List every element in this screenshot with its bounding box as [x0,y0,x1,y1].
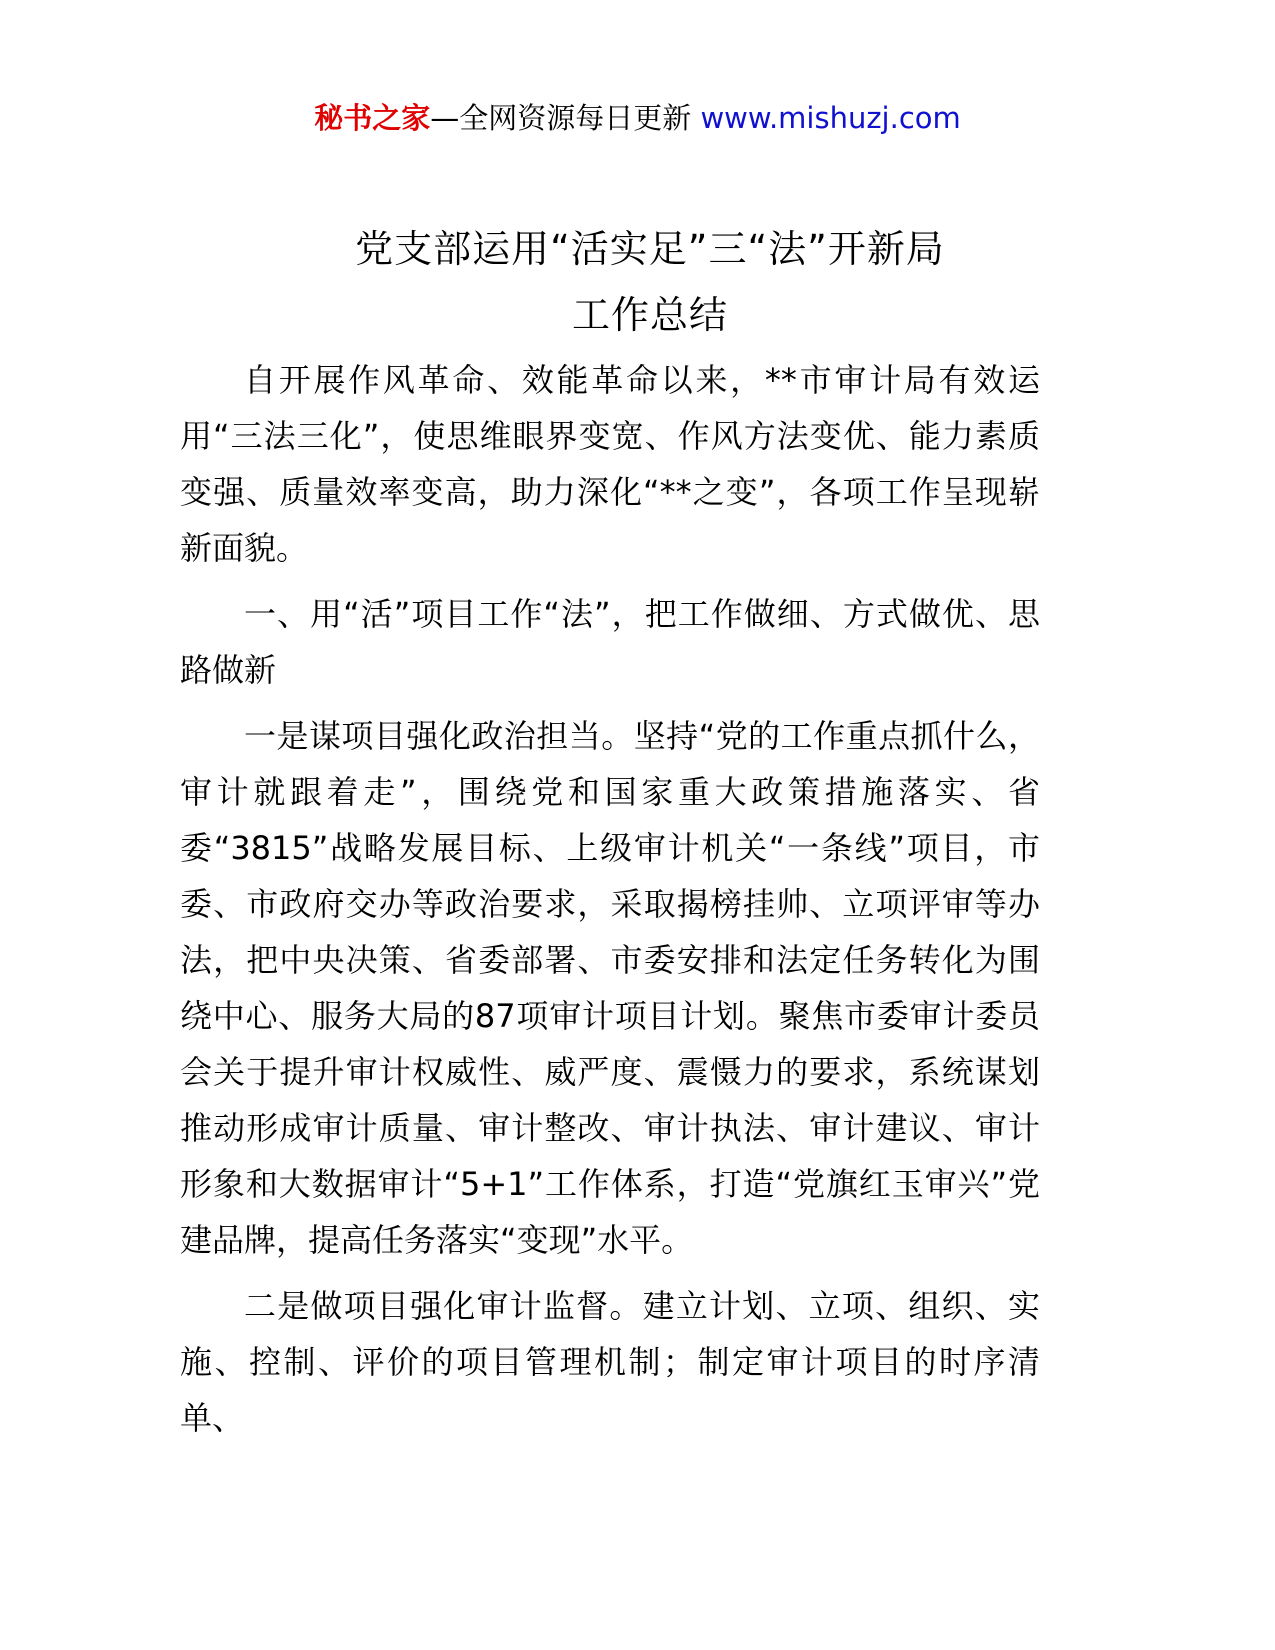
site-header [0,98,1275,138]
site-tagline: —全网资源每日更新 [430,101,701,135]
document-body [180,352,1040,1456]
body-paragraph-1: 一是谋项目强化政治担当。坚持“党的工作重点抓什么，审计就跟着走”，围绕党和国家重大政策措施落实、省委“3815”战略发展目标、上级审计机关“一条线”项目，市委、市政府交办等政治要求，采取揭榜挂帅、立项评审等办法，把中央决策、省委部署、市委安排和法定任务转化为围绕中心、服务大局的87项审计项目计划。聚焦市委审计委员会关于提升审计权威性、威严度、震慑力的要求，系统谋划推动形成审计质量、审计整改、审计执法、审计建议、审计形象和大数据审计“5+1”工作体系，打造“党旗红玉审兴”党建品牌，提高任务落实“变现”水平。 [180,717,1040,1259]
site-brand: 秘书之家 [314,101,431,135]
section-heading-1: 一、用“活”项目工作“法”，把工作做细、方式做优、思路做新 [180,595,1040,689]
document-title-line-2: 工作总结 [571,293,728,337]
intro-paragraph: 自开展作风革命、效能革命以来，**市审计局有效运用“三法三化”，使思维眼界变宽、作风方法变优、能力素质变强、质量效率变高，助力深化“**之变”，各项工作呈现崭新面貌。 [180,361,1040,567]
body-paragraph-2: 二是做项目强化审计监督。建立计划、立项、组织、实施、控制、评价的项目管理机制；制定审计项目的时序清单、 [180,1287,1040,1437]
site-url-link[interactable]: www.mishuzj.com [700,101,961,135]
document-title-line-1: 党支部运用“活实足”三“法”开新局 [355,227,945,271]
